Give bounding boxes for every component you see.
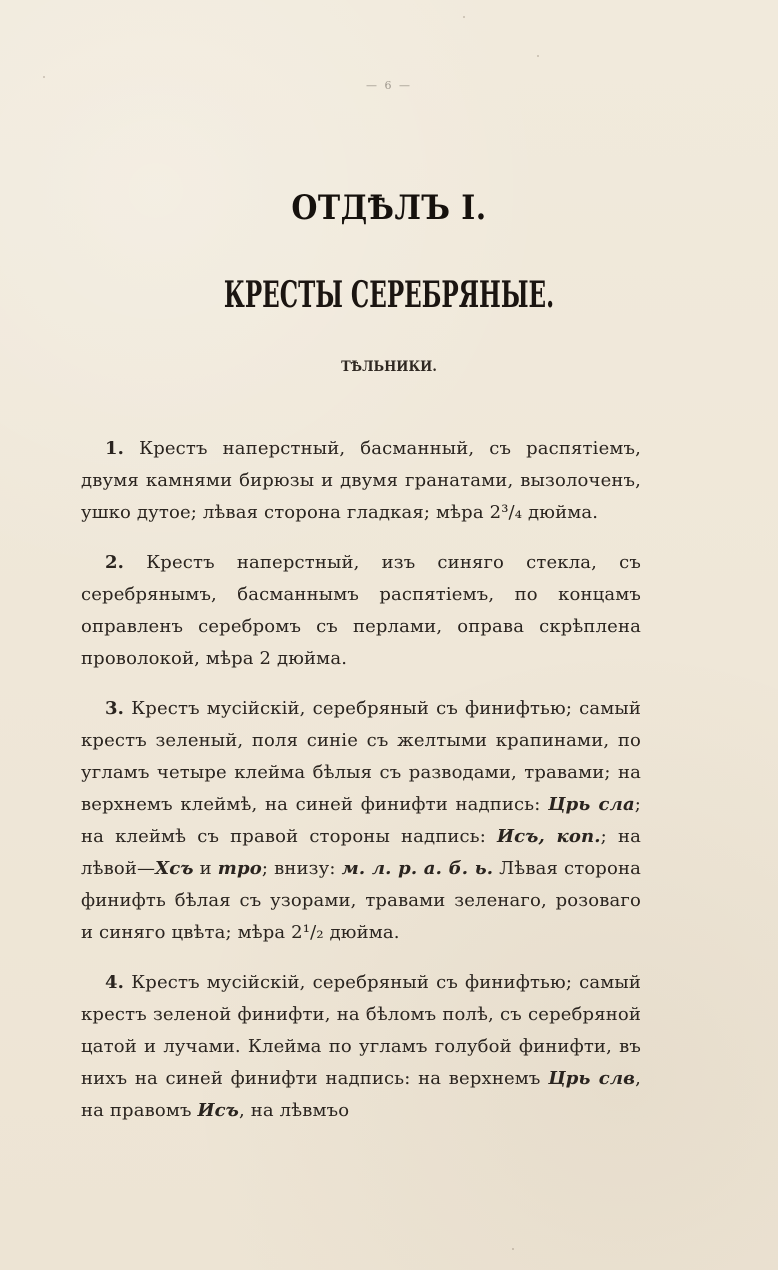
entry-3-italic-4: тро bbox=[217, 858, 262, 879]
entry-3-italic-1: Црь сла bbox=[548, 794, 635, 815]
entry-1-text: Крестъ наперстный, басманный, съ распятіемъ, двумя камнями бирюзы и двумя гранатами, вызолоченъ, ушко дутое; лѣвая сторона гладкая; мѣра 2³/₄ дюйма. bbox=[81, 438, 641, 523]
entry-3-part-5: ; внизу: bbox=[261, 858, 336, 879]
section-subtitle: КРЕСТЫ СЕРЕБРЯНЫЕ. bbox=[223, 274, 555, 316]
entry-1-number: 1. bbox=[105, 438, 125, 459]
entry-3-italic-3: Хсъ bbox=[155, 858, 194, 879]
entry-3-part-6: Лѣвая сторона финифть бѣлая съ узорами, травами зеленаго, розоваго и синяго цвѣта; мѣра 2¹/₂ дюйма. bbox=[81, 858, 641, 943]
paper-speck bbox=[512, 1248, 514, 1250]
entry-4-part-1: Крестъ мусійскій, серебряный съ финифтью; самый крестъ зеленой финифти, на бѣломъ полѣ, съ серебряной цатой и лучами. Клейма по угламъ голубой финифти, въ нихъ на синей финифти надпись: на верхнемъ bbox=[81, 972, 642, 1089]
entry-3-part-3: ; на лѣвой— bbox=[81, 826, 641, 879]
entry-3 bbox=[81, 693, 641, 949]
entry-3-part-2: ; на клеймѣ съ правой стороны надпись: bbox=[81, 794, 642, 847]
entries-list bbox=[81, 433, 641, 1145]
entry-3-part-1: Крестъ мусійскій, серебряный съ финифтью; самый крестъ зеленый, поля синіе съ желтыми крапинами, по угламъ четыре клейма бѣлыя съ разводами, травами; на верхнемъ клеймѣ, на синей финифти надпись: bbox=[81, 698, 642, 815]
section-title: ОТДѢЛЪ I. bbox=[291, 188, 487, 228]
entry-1 bbox=[81, 433, 641, 529]
entry-4-italic-1: Црь слв bbox=[548, 1068, 636, 1089]
entry-3-part-4: и bbox=[193, 858, 218, 879]
entry-4-part-3: , на лѣвмъо bbox=[239, 1100, 350, 1121]
entry-2-number: 2. bbox=[105, 552, 125, 573]
subheading: ТѢЛЬНИКИ. bbox=[341, 359, 437, 375]
paper-speck bbox=[43, 76, 45, 78]
paper-speck bbox=[537, 55, 539, 57]
paper-speck bbox=[463, 16, 465, 18]
entry-2-text: Крестъ наперстный, изъ синяго стекла, съ серебрянымъ, басманнымъ распятіемъ, по концамъ оправленъ серебромъ съ перлами, оправа скрѣплена проволокой, мѣра 2 дюйма. bbox=[81, 552, 641, 669]
entry-3-number: 3. bbox=[105, 698, 125, 719]
entry-4-italic-2: Исъ bbox=[197, 1100, 240, 1121]
running-head: — 6 — bbox=[366, 79, 412, 92]
entry-3-italic-2: Исъ, коп. bbox=[497, 826, 601, 847]
entry-2 bbox=[81, 547, 641, 675]
entry-4-number: 4. bbox=[105, 972, 125, 993]
entry-4 bbox=[81, 967, 641, 1127]
entry-3-italic-5: м. л. р. а. б. ь. bbox=[341, 858, 494, 879]
entry-4-part-2: , на правомъ bbox=[81, 1068, 641, 1121]
